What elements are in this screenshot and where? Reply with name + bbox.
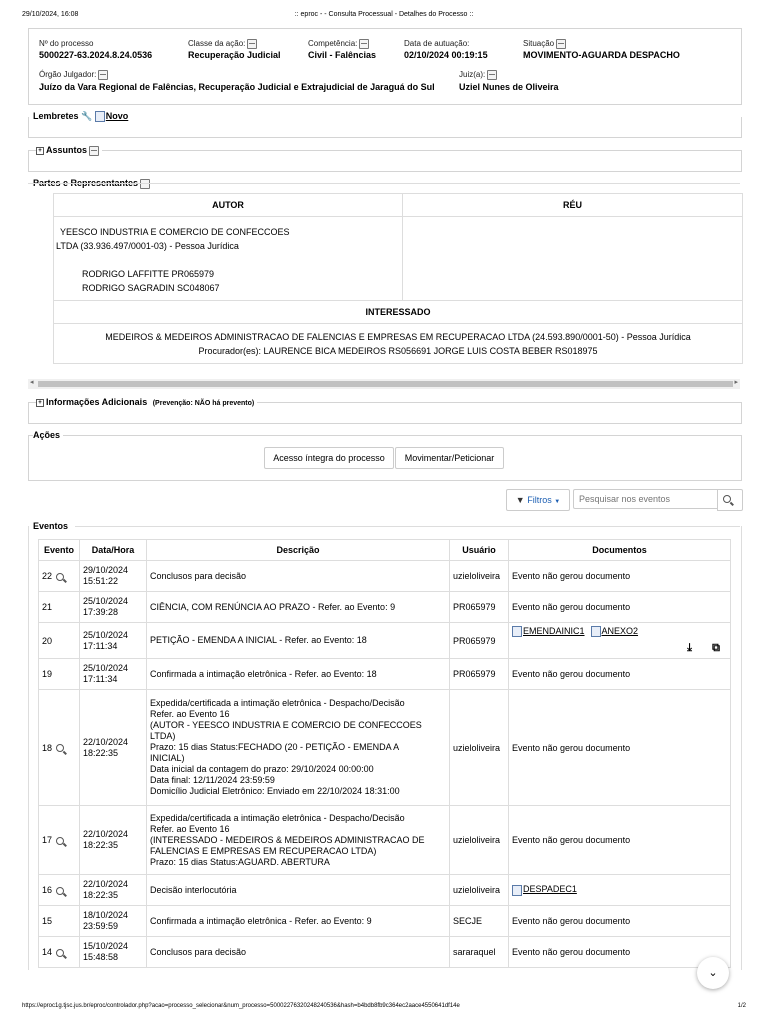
info-icon[interactable]: [556, 39, 566, 49]
scroll-down-button[interactable]: [697, 957, 729, 989]
col-documentos: Documentos: [509, 540, 731, 561]
judge-value: Uziel Nunes de Oliveira: [459, 82, 559, 92]
autor-header: AUTOR: [54, 194, 403, 217]
expand-icon: +: [36, 399, 44, 407]
event-documents: [509, 875, 731, 906]
event-documents: [509, 623, 731, 659]
acoes-heading: Ações: [33, 430, 63, 440]
event-user: PR065979: [450, 623, 509, 659]
event-datetime: 22/10/2024 18:22:35: [80, 875, 147, 906]
process-number-label: Nº do processo: [39, 39, 94, 48]
event-description: Confirmada a intimação eletrônica - Refer. ao Evento: 9: [147, 906, 450, 937]
document-link[interactable]: EMENDAINIC1: [523, 626, 585, 636]
event-documents: Evento não gerou documento: [509, 690, 731, 806]
assuntos-panel: [28, 150, 742, 172]
status-value: MOVIMENTO-AGUARDA DESPACHO: [523, 50, 680, 60]
info-icon[interactable]: [89, 146, 99, 156]
event-row: [39, 875, 731, 906]
magnifier-icon[interactable]: [56, 949, 64, 957]
magnifier-icon[interactable]: [56, 573, 64, 581]
status-label: Situação: [523, 39, 566, 49]
event-description: CIÊNCIA, COM RENÚNCIA AO PRAZO - Refer. ao Evento: 9: [147, 592, 450, 623]
lembretes-panel: [28, 117, 742, 138]
event-row: [39, 659, 731, 690]
print-datetime: 29/10/2024, 16:08: [22, 11, 79, 18]
event-user: PR065979: [450, 659, 509, 690]
horizontal-scrollbar[interactable]: [28, 379, 740, 389]
assuntos-toggle[interactable]: + Assuntos: [36, 145, 102, 156]
scrollbar-thumb[interactable]: [38, 381, 733, 387]
partes-heading: Partes e Representantes: [33, 178, 150, 189]
event-row: [39, 561, 731, 592]
scroll-right-icon[interactable]: ▸: [734, 379, 738, 386]
interessado-header: INTERESSADO: [54, 301, 743, 324]
wrench-icon[interactable]: 🔧: [81, 111, 93, 121]
event-documents: Evento não gerou documento: [509, 906, 731, 937]
event-user: PR065979: [450, 592, 509, 623]
event-row: [39, 623, 731, 659]
search-icon: [723, 495, 731, 503]
event-number: 16: [39, 875, 80, 906]
chevron-down-icon: ⌄: [708, 967, 718, 979]
col-descricao: Descrição: [147, 540, 450, 561]
col-usuario: Usuário: [450, 540, 509, 561]
info-icon[interactable]: [247, 39, 257, 49]
event-datetime: 15/10/2024 15:48:58: [80, 937, 147, 968]
magnifier-icon[interactable]: [56, 887, 64, 895]
event-number: 19: [39, 659, 80, 690]
event-description: Expedida/certificada a intimação eletrônica - Despacho/Decisão Refer. ao Evento 16 (INTERESSADO - MEDEIROS & MEDEIROS ADMINISTRACAO DE FALENCIAS E EMPRESAS EM RECUPERACAO LTDA) Prazo: 15 dias Status:AGUARD. ABERTURA: [147, 806, 450, 875]
event-user: SECJE: [450, 906, 509, 937]
event-datetime: 25/10/2024 17:39:28: [80, 592, 147, 623]
col-datahora: Data/Hora: [80, 540, 147, 561]
event-number: 18: [39, 690, 80, 806]
lembretes-heading: Lembretes 🔧 Novo: [33, 111, 129, 121]
date-label: Data de autuação:: [404, 39, 470, 48]
event-row: [39, 690, 731, 806]
event-datetime: 18/10/2024 23:59:59: [80, 906, 147, 937]
event-documents: Evento não gerou documento: [509, 561, 731, 592]
filters-button[interactable]: ▼ Filtros ▼: [506, 489, 570, 511]
magnifier-icon[interactable]: [56, 837, 64, 845]
autor-name: YEESCO INDUSTRIA E COMERCIO DE CONFECCOES: [60, 227, 290, 237]
search-button[interactable]: [717, 489, 743, 511]
event-number: 17: [39, 806, 80, 875]
info-icon[interactable]: [359, 39, 369, 49]
document-link[interactable]: ANEXO2: [601, 626, 639, 636]
event-row: [39, 592, 731, 623]
info-icon[interactable]: [98, 70, 108, 80]
filter-icon: ▼: [515, 495, 525, 505]
info-icon[interactable]: [487, 70, 497, 80]
autor-cnpj: LTDA (33.936.497/0001-03) - Pessoa Jurídica: [56, 241, 239, 251]
movimentar-button[interactable]: Movimentar/Peticionar: [395, 447, 504, 469]
event-row: [39, 806, 731, 875]
new-reminder-link[interactable]: Novo: [105, 111, 129, 121]
expand-icon: +: [36, 147, 44, 155]
info-toggle[interactable]: + Informações Adicionais (Prevenção: NÃO há prevento): [36, 397, 257, 407]
process-class: Recuperação Judicial: [188, 50, 281, 60]
prevention-text: (Prevenção: NÃO há prevento): [152, 400, 255, 407]
event-number: 20: [39, 623, 80, 659]
reu-cell: [403, 217, 743, 301]
event-description: Confirmada a intimação eletrônica - Refer. ao Evento: 18: [147, 659, 450, 690]
col-evento: Evento: [39, 540, 80, 561]
print-title: :: eproc - - Consulta Processual - Detalhes do Processo ::: [294, 11, 474, 18]
interessado-name: MEDEIROS & MEDEIROS ADMINISTRACAO DE FALENCIAS E EMPRESAS EM RECUPERACAO LTDA (24.593.890/0001-50) - Pessoa Jurídica: [105, 332, 691, 342]
search-events-input[interactable]: [573, 489, 724, 509]
event-user: uzieloliveira: [450, 690, 509, 806]
lawyer-1: RODRIGO LAFFITTE PR065979: [82, 269, 215, 279]
event-datetime: 29/10/2024 15:51:22: [80, 561, 147, 592]
lawyer-2: RODRIGO SAGRADIN SC048067: [82, 283, 220, 293]
date-value: 02/10/2024 00:19:15: [404, 50, 488, 60]
footer-url: https://eproc1g.tjsc.jus.br/eproc/controlador.php?acao=processo_selecionar&num_processo=50002276320248240536&hash=b4bdb8fb9c364ec2aace4550641df14e: [22, 1003, 460, 1009]
event-number: 14: [39, 937, 80, 968]
document-icon[interactable]: [512, 626, 522, 637]
competence-value: Civil - Falências: [308, 50, 377, 60]
event-number: 21: [39, 592, 80, 623]
document-icon[interactable]: [512, 885, 522, 896]
download-icon[interactable]: ⤓: [687, 642, 692, 654]
event-datetime: 25/10/2024 17:11:34: [80, 623, 147, 659]
event-description: Conclusos para decisão: [147, 937, 450, 968]
footer-page: 1/2: [737, 1003, 746, 1009]
process-number: 5000227-63.2024.8.24.0536: [39, 50, 153, 60]
event-datetime: 25/10/2024 17:11:34: [80, 659, 147, 690]
event-row: [39, 906, 731, 937]
event-description: Decisão interlocutória: [147, 875, 450, 906]
event-documents: Evento não gerou documento: [509, 937, 731, 968]
interessado-procuradores: Procurador(es): LAURENCE BICA MEDEIROS RS056691 JORGE LUIS COSTA BEBER RS018975: [198, 346, 598, 356]
court-value: Juízo da Vara Regional de Falências, Recuperação Judicial e Extrajudicial de Jaraguá do Sul: [39, 82, 435, 92]
magnifier-icon[interactable]: [56, 744, 64, 752]
autor-cell: [54, 217, 403, 301]
interessado-cell: [54, 324, 743, 364]
competence-label: Competência:: [308, 39, 369, 49]
document-link[interactable]: DESPADEC1: [523, 884, 577, 895]
event-description: PETIÇÃO - EMENDA A INICIAL - Refer. ao Evento: 18: [147, 623, 450, 659]
court-label: Órgão Julgador:: [39, 70, 108, 80]
event-datetime: 22/10/2024 18:22:35: [80, 690, 147, 806]
reu-header: RÉU: [403, 194, 743, 217]
caret-down-icon: ▼: [554, 499, 561, 505]
event-description: Expedida/certificada a intimação eletrônica - Despacho/Decisão Refer. ao Evento 16 (AUTOR - YEESCO INDUSTRIA E COMERCIO DE CONFECCOES LTDA) Prazo: 15 dias Status:FECHADO (20 - PETIÇÃO - EMENDA A INICIAL) Data inicial da contagem do prazo: 29/10/2024 00:00:00 Data final: 12/11/2024 23:59:59 Domicílio Judicial Eletrônico: Enviado em 22/10/2024 18:31:00: [147, 690, 450, 806]
class-label: Classe da ação:: [188, 39, 257, 49]
event-user: sararaquel: [450, 937, 509, 968]
event-documents: Evento não gerou documento: [509, 592, 731, 623]
scroll-left-icon[interactable]: ◂: [30, 379, 34, 386]
full-access-button[interactable]: Acesso íntegra do processo: [264, 447, 394, 469]
events-table: [38, 539, 731, 968]
document-icon[interactable]: [591, 626, 601, 637]
parties-table: [53, 193, 743, 364]
event-user: uzieloliveira: [450, 875, 509, 906]
partes-divider: [28, 183, 740, 184]
event-row: [39, 937, 731, 968]
eventos-heading: Eventos: [33, 521, 69, 531]
copy-icon[interactable]: ⧉: [712, 642, 720, 654]
event-datetime: 22/10/2024 18:22:35: [80, 806, 147, 875]
event-number: 22: [39, 561, 80, 592]
judge-label: Juiz(a):: [459, 70, 497, 80]
process-info-panel: [28, 28, 742, 105]
event-documents: Evento não gerou documento: [509, 659, 731, 690]
event-description: Conclusos para decisão: [147, 561, 450, 592]
event-user: uzieloliveira: [450, 561, 509, 592]
event-documents: Evento não gerou documento: [509, 806, 731, 875]
event-user: uzieloliveira: [450, 806, 509, 875]
event-number: 15: [39, 906, 80, 937]
